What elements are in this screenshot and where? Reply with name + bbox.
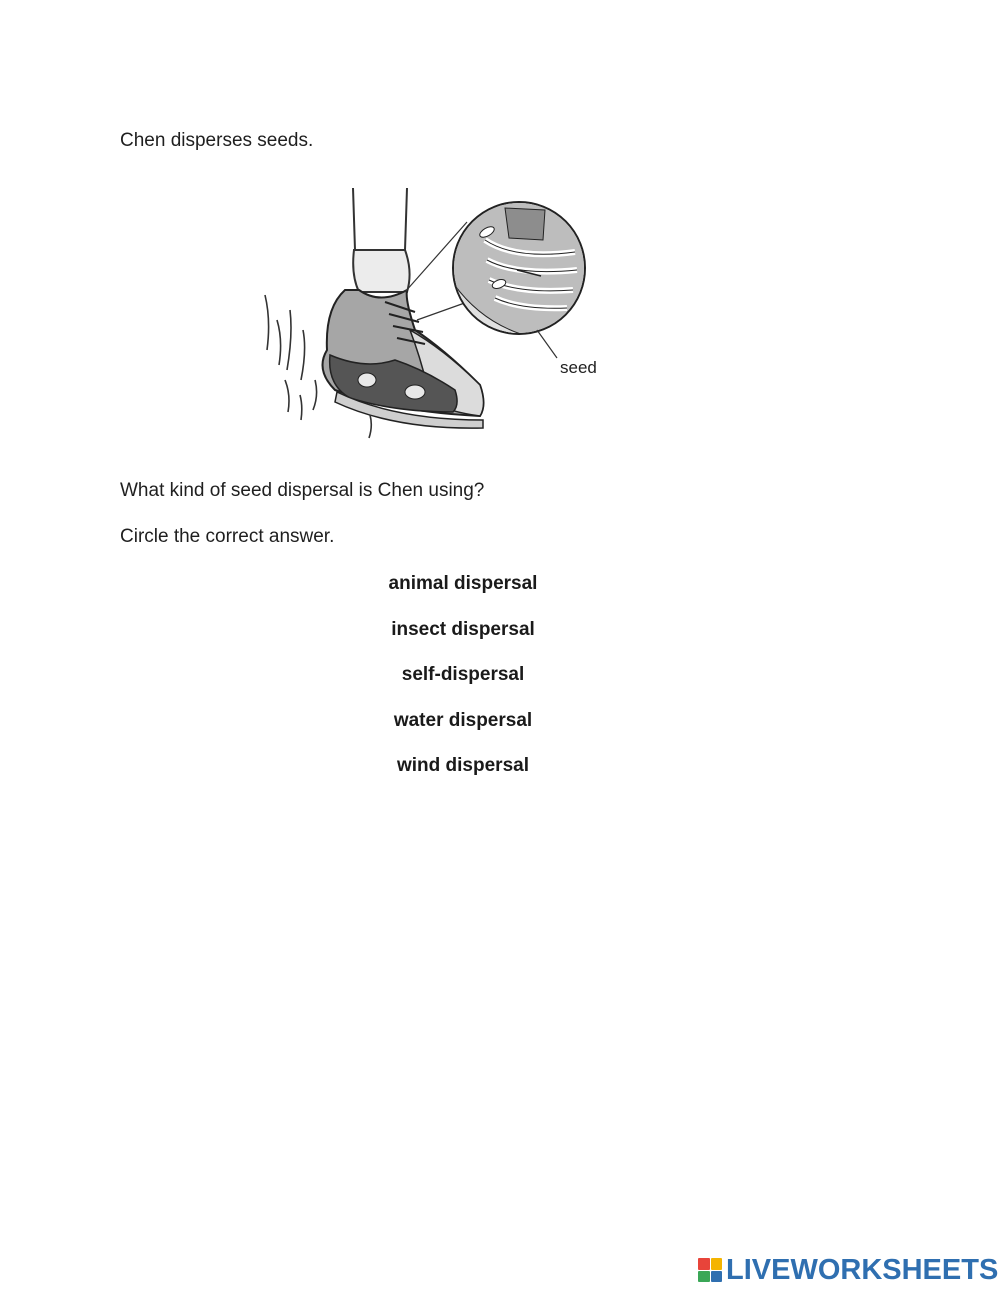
seed-label: seed xyxy=(560,358,597,377)
option-water-dispersal[interactable]: water dispersal xyxy=(393,709,533,731)
liveworksheets-logo xyxy=(698,1255,998,1285)
question-text: What kind of seed dispersal is Chen using? xyxy=(120,480,485,501)
liveworksheets-logo-icon xyxy=(698,1258,722,1282)
shoe-with-seed-illustration xyxy=(255,180,615,440)
brand-name: LIVEWORKSHEETS xyxy=(726,1253,999,1286)
option-wind-dispersal[interactable]: wind dispersal xyxy=(397,755,529,776)
option-insect-dispersal[interactable]: insect dispersal xyxy=(391,618,535,640)
answer-options xyxy=(0,570,926,798)
instruction-text: Circle the correct answer. xyxy=(120,526,335,547)
option-animal-dispersal[interactable]: animal dispersal xyxy=(388,573,538,594)
intro-text: Chen disperses seeds. xyxy=(120,130,314,151)
option-self-dispersal[interactable]: self-dispersal xyxy=(401,664,525,685)
